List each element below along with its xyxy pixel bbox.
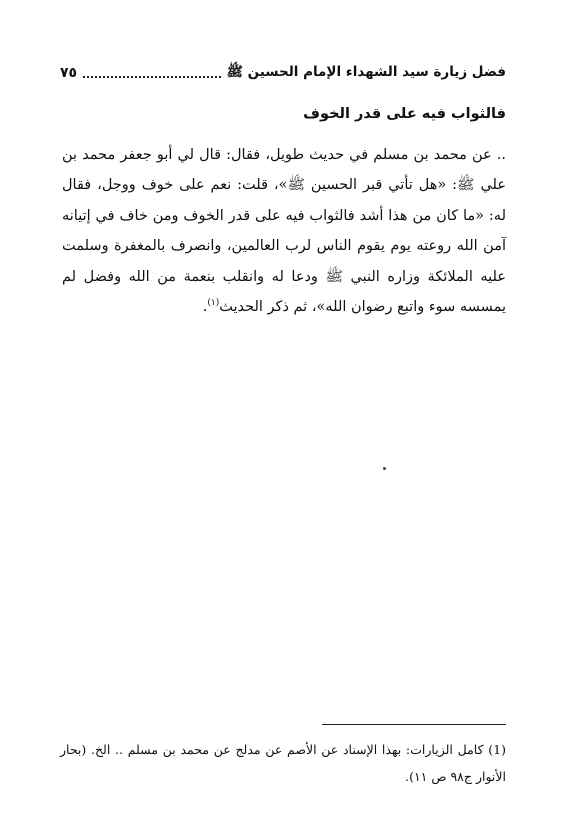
page-speck: [383, 467, 386, 470]
footnote-reference: (١): [207, 298, 220, 309]
paragraph-text: .. عن محمد بن مسلم في حديث طويل، فقال: قال لي أبو جعفر محمد بن علي ﷺ: «هل تأتي قبر الحسين ﷺ»، قلت: نعم على خوف ووجل، فقال له: «ما كان من هذا أشد فالثواب فيه على قدر الخوف ومن خاف في إتيانه آمن الله روعته يوم يقوم الناس لرب العالمين، وانصرف بالمغفرة وسلمت عليه الملائكة وزاره النبي ﷺ ودعا له وانقلب بنعمة من الله وفضل لم يمسسه سوء واتبع رضوان الله»، ثم ذكر الحديث: [62, 147, 506, 316]
header-dot-leader: [83, 68, 220, 78]
page-number: ٧٥: [60, 65, 78, 81]
running-header: [60, 62, 506, 84]
paragraph-end: .: [202, 299, 208, 316]
footnote: (1) كامل الزيارات: بهذا الإسناد عن الأصم عن مدلج عن محمد بن مسلم .. الخ. (بحار الأنوار ج٩٨ ص ١١).: [60, 742, 506, 784]
footnote-divider: [322, 724, 506, 725]
running-header-title: فضل زيارة سيد الشهداء الإمام الحسين ﷺ: [226, 64, 506, 80]
body-paragraph: [62, 140, 506, 322]
section-heading: فالثواب فيه على قدر الخوف: [303, 106, 506, 122]
